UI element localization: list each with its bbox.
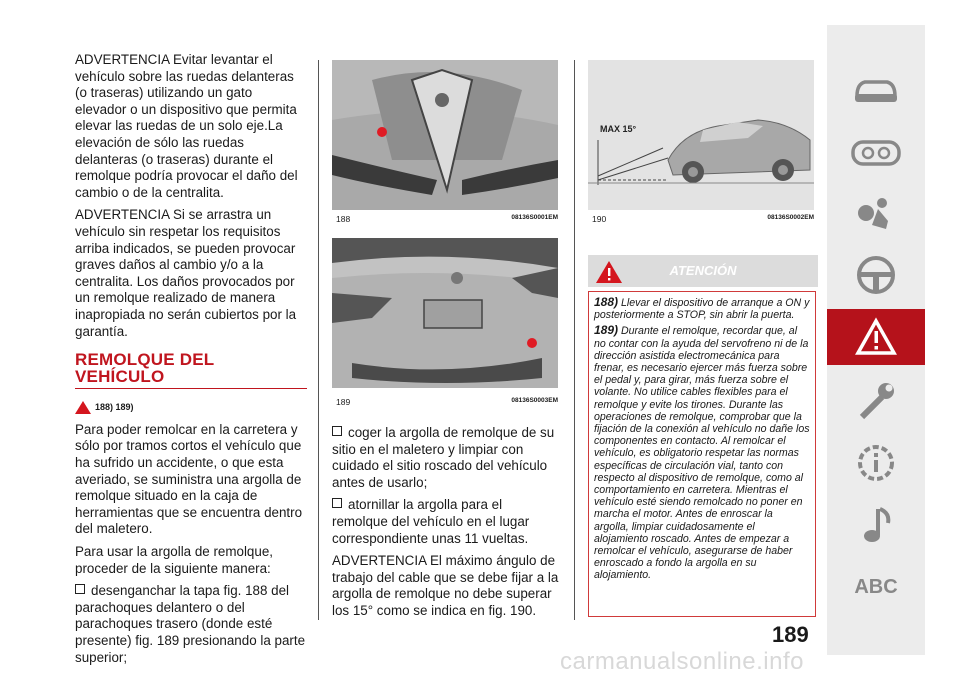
bullet-text: coger la argolla de remolque de su sitio en el maletero y limpiar con cuidado el sitio roscado del vehículo antes de usarlo; [332, 425, 555, 490]
figure-188-caption [336, 214, 558, 224]
figure-189-caption [336, 397, 558, 407]
abc-icon[interactable]: ABC [854, 575, 898, 598]
attention-body [588, 291, 816, 617]
figure-190-caption [592, 214, 814, 224]
warning-icon[interactable] [827, 309, 925, 365]
figure-code: 08136S0003EM [511, 397, 558, 404]
body-paragraph-3: Para poder remolcar en la carretera y sólo por tramos cortos el vehículo que ha sufrido un accidente, o que esta averiado, se suministra una argolla de remolque situado en la caja de herramientas que se encuentra dentro del maletero. [75, 421, 303, 537]
note-text: Llevar el dispositivo de arranque a ON y posteriormente a STOP, sin abrir la puerta. [594, 297, 810, 322]
towing-angle-illustration [588, 60, 814, 210]
bullet-icon [332, 498, 342, 508]
column-2 [332, 425, 560, 626]
info-icon[interactable] [827, 435, 925, 491]
figure-number: 189 [336, 397, 351, 407]
note-number: 189) [594, 323, 619, 338]
bullet-text: desenganchar la tapa fig. 188 del parachoques delantero o del parachoques trasero (donde esté presente) fig. 189 presionando la parte superior; [75, 583, 306, 665]
angle-label: MAX 15° [600, 124, 637, 134]
figure-190-image [588, 60, 814, 210]
note-number: 188) [594, 295, 619, 309]
column-divider [574, 60, 575, 620]
figure-188-image [332, 60, 558, 210]
body-paragraph-4: Para usar la argolla de remolque, proceder de la siguiente manera: [75, 544, 273, 576]
warning-reference [75, 399, 307, 416]
figure-code: 08136S0001EM [511, 214, 558, 221]
bullet-item-3 [332, 497, 560, 547]
bullet-item-1 [75, 583, 307, 666]
figure-number: 188 [336, 214, 351, 224]
warning-paragraph-2: ADVERTENCIA Si se arrastra un vehículo sin respetar los requisitos arriba indicados, se pueden provocar graves daños al cambio y/o a la centralita. Los daños provocados por un remolque realizado de manera inapropiada no serán cubiertos por la garantía. [75, 207, 297, 339]
front-bumper-illustration [332, 60, 558, 210]
figure-code: 08136S0002EM [767, 214, 814, 221]
steering-wheel-icon[interactable] [827, 247, 925, 303]
warning-paragraph-1: ADVERTENCIA Evitar levantar el vehículo sobre las ruedas delanteras (o traseras) utilizando un gato elevador o un dispositivo que permita elevar las ruedas de un solo eje.La elevación de sólo las ruedas delanteras (o traseras) durante el remolque podría provocar el daño del cambio o de la centralita. [75, 52, 298, 200]
bullet-icon [75, 584, 85, 594]
page-number: 189 [772, 622, 809, 647]
dashboard-icon[interactable] [827, 125, 925, 181]
figure-number: 190 [592, 214, 607, 224]
figure-189-image [332, 238, 558, 388]
watermark: carmanualsonline.info [560, 648, 804, 675]
column-divider [318, 60, 319, 620]
bullet-icon [332, 426, 342, 436]
bullet-text: atornillar la argolla para el remolque del vehículo en el lugar correspondiente unas 11 vueltas. [332, 497, 530, 546]
section-heading: REMOLQUE DEL VEHÍCULO [75, 352, 307, 389]
attention-title: ATENCIÓN [669, 263, 737, 278]
warning-triangle-icon [75, 401, 91, 414]
attention-note-189 [594, 324, 810, 581]
column-1 [75, 52, 307, 672]
bullet-item-2 [332, 425, 560, 491]
music-icon[interactable] [827, 497, 925, 553]
rear-bumper-illustration [332, 238, 558, 388]
wrench-icon[interactable] [827, 373, 925, 429]
airbag-icon[interactable] [827, 187, 925, 243]
car-icon[interactable] [827, 61, 925, 117]
warning-reference-text: 188) 189) [95, 402, 134, 413]
note-text: Durante el remolque, recordar que, al no contar con la ayuda del servofreno ni de la dirección asistida electromecánica para frenar, es necesario ejercer más fuerza sobre el pedal y, para girar, más fuerza sobre el volante. No utilice cables flexibles para el remolque y evite los tirones. Durante las operaciones de remolque, comprobar que la fijación de la conexión al vehículo no dañe los componentes en contacto. Al remolcar el vehículo, es obligatorio respetar las normas específicas de circulación vial, tanto con respecto al dispositivo de remolque, como al comportamiento en carretera. Mientras el vehículo esté siendo remolcado no poner en marcha el motor. Antes de enroscar la argolla, limpiar cuidadosamente el alojamiento roscado. Antes de empezar a remolcar el vehículo, asegurarse de haber enroscado a fondo la argolla en su alojamiento. [594, 325, 810, 582]
attention-header [588, 255, 818, 287]
attention-note-188 [594, 296, 810, 321]
warning-paragraph-5: ADVERTENCIA El máximo ángulo de trabajo del cable que se debe fijar a la argolla de remolque no debe superar los 15° como se indica en fig. 190. [332, 553, 559, 618]
chapter-sidebar [827, 25, 925, 655]
